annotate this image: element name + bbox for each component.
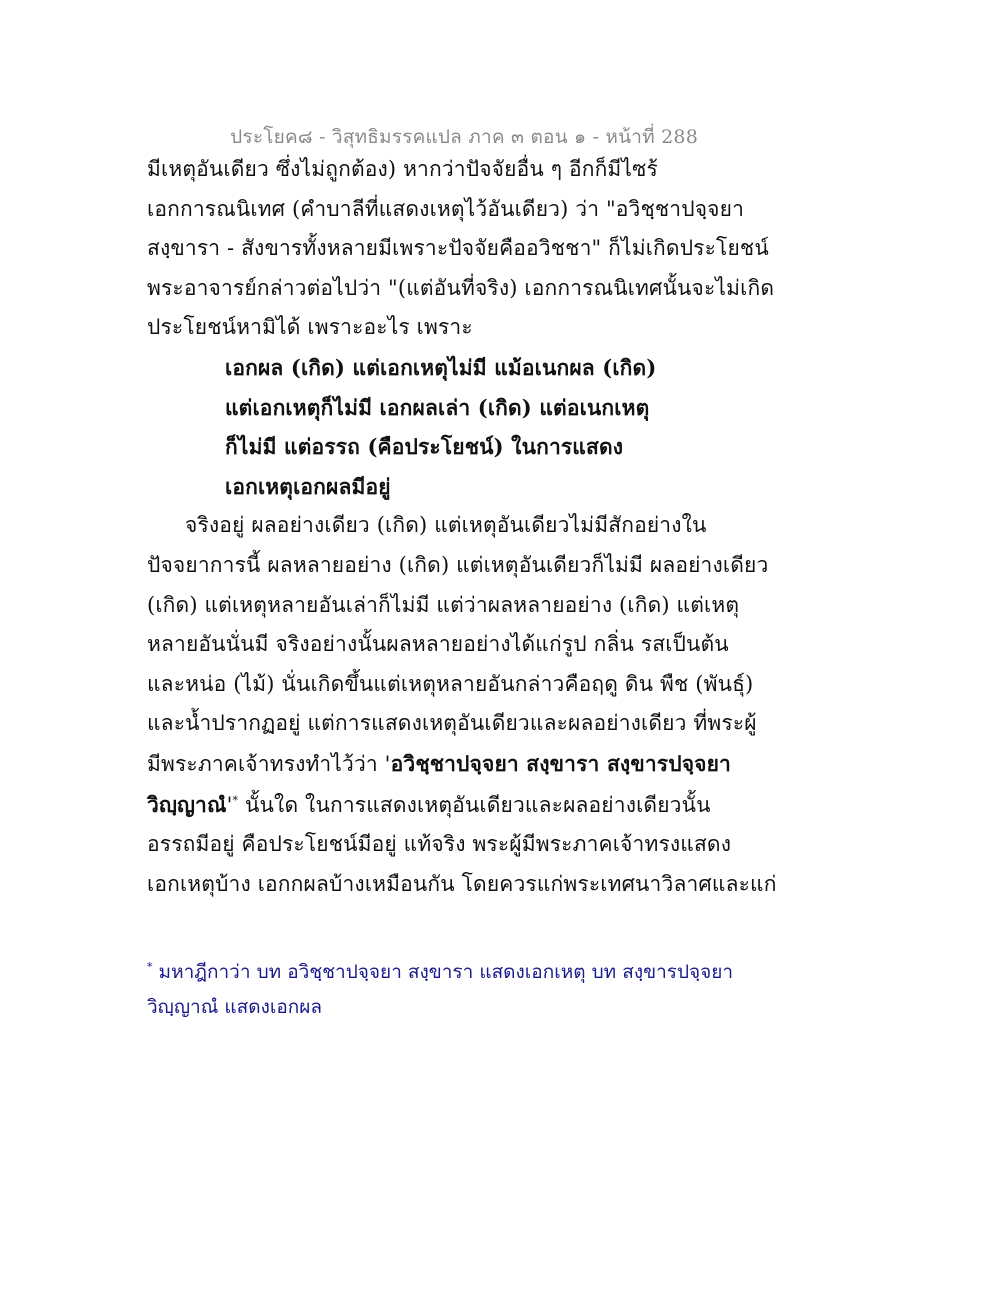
quote-line: ก็ไม่มี แต่อรรถ (คือประโยชน์) ในการแสดง [225, 434, 624, 460]
body-text [147, 150, 777, 904]
text-line: และหน่อ (ไม้) นั่นเกิดขึ้นแต่เหตุหลายอันกล่าวคือฤดู ดิน พืช (พันธุ์) [147, 671, 754, 696]
text-segment: นั้นใด ในการแสดงเหตุอันเดียวและผลอย่างเดียวนั้น [238, 792, 711, 817]
footnote-line [147, 955, 747, 990]
text-line: ปัจจยาการนี้ ผลหลายอย่าง (เกิด) แต่เหตุอันเดียวก็ไม่มี ผลอย่างเดียว [147, 552, 769, 577]
text-line: เอกการณนิเทศ (คำบาลีที่แสดงเหตุไว้อันเดียว) ว่า "อวิชฺชาปจฺจยา [147, 196, 745, 221]
text-line: และน้ำปรากฏอยู่ แต่การแสดงเหตุอันเดียวและผลอย่างเดียว ที่พระผู้ [147, 711, 757, 736]
text-line: สงฺขารา - สังขารทั้งหลายมีเพราะปัจจัยคืออวิชชา" ก็ไม่เกิดประโยชน์ [147, 236, 769, 261]
quote-line: เอกเหตุเอกผลมีอยู่ [225, 473, 391, 499]
footnote-text: มหาฎีกาว่า บท อวิชฺชาปจฺจยา สงฺขารา แสดงเอกเหตุ บท สงฺขารปจฺจยา [152, 961, 734, 983]
text-segment: มีพระภาคเจ้าทรงทำไว้ว่า ' [147, 751, 391, 776]
text-line: (เกิด) แต่เหตุหลายอันเล่าก็ไม่มี แต่ว่าผลหลายอย่าง (เกิด) แต่เหตุ [147, 592, 740, 617]
running-header: ประโยค๘ - วิสุทธิมรรคแปล ภาค ๓ ตอน ๑ - หน้าที่ 288 [230, 126, 698, 148]
text-line: จริงอยู่ ผลอย่างเดียว (เกิด) แต่เหตุอันเดียวไม่มีสักอย่างใน [185, 513, 707, 538]
text-line: มีเหตุอันเดียว ซึ่งไม่ถูกต้อง) หากว่าปัจจัยอื่น ๆ อีกก็มีไซร้ [147, 157, 658, 181]
text-line [147, 744, 731, 785]
quote-line: เอกผล (เกิด) แต่เอกเหตุไม่มี แม้อเนกผล (เกิด) [225, 354, 657, 380]
text-line: อรรถมีอยู่ คือประโยชน์มีอยู่ แท้จริง พระผู้มีพระภาคเจ้าทรงแสดง [147, 832, 732, 857]
footnote-ref-marker: * [232, 793, 239, 807]
footnote-marker: * [147, 960, 153, 974]
text-line: ประโยชน์หามิได้ เพราะอะไร เพราะ [147, 315, 473, 340]
quote-mark: ' [226, 792, 233, 817]
footnote [147, 955, 747, 1025]
text-line: หลายอันนั่นมี จริงอย่างนั้นผลหลายอย่างได้แก่รูป กลิ่น รสเป็นต้น [147, 632, 729, 657]
text-line: เอกเหตุบ้าง เอกกผลบ้างเหมือนกัน โดยควรแก่พระเทศนาวิลาศและแก่ [147, 871, 777, 896]
pali-quote-bold: วิญฺญาณํ [147, 791, 227, 817]
quote-line: แต่เอกเหตุก็ไม่มี เอกผลเล่า (เกิด) แต่อเนกเหตุ [225, 394, 650, 420]
text-line [147, 785, 711, 826]
pali-quote-bold: อวิชฺชาปจฺจยา สงฺขารา สงฺขารปจฺจยา [390, 750, 731, 776]
footnote-line: วิญฺญาณํ แสดงเอกผล [147, 996, 323, 1018]
text-line: พระอาจารย์กล่าวต่อไปว่า "(แต่อันที่จริง) เอกการณนิเทศนั้นจะไม่เกิด [147, 275, 775, 300]
